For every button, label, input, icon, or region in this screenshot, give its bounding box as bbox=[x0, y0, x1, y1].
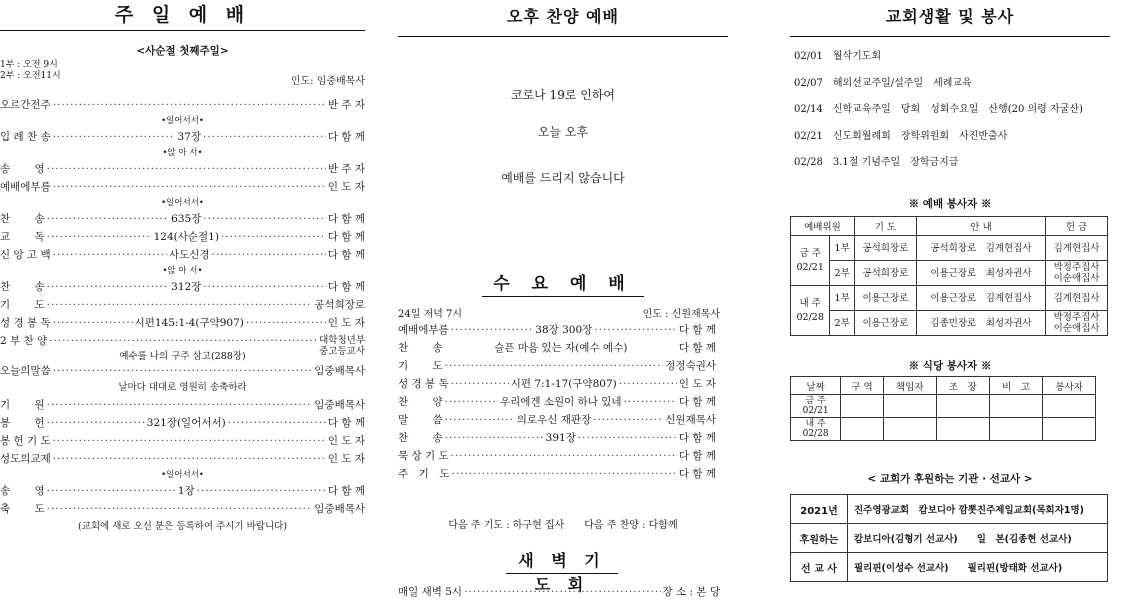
order-item bbox=[398, 357, 716, 375]
dawn-row bbox=[398, 583, 720, 601]
item-performer: 반 주 자 bbox=[327, 99, 365, 111]
item-performer: 임중배목사 bbox=[314, 399, 365, 411]
item-label: 성 경 봉 독 bbox=[0, 317, 51, 329]
sunday-worship-title: 주 일 예 배 bbox=[114, 4, 251, 26]
leader-dots bbox=[445, 411, 515, 429]
item-label: 기 원 bbox=[0, 399, 45, 411]
dawn-header bbox=[506, 549, 618, 594]
event-item: 02/28 3.1절 기념주일 장학금지급 bbox=[794, 157, 959, 168]
order-item bbox=[398, 447, 716, 465]
table-row bbox=[791, 236, 1108, 261]
column-header: 예배위원 bbox=[791, 217, 855, 236]
leader-dots bbox=[624, 393, 677, 411]
leader-dots bbox=[53, 246, 167, 264]
event-item: 02/01 월삭기도회 bbox=[794, 51, 882, 62]
item-detail: 37장 bbox=[177, 131, 201, 143]
item-label: 송 영 bbox=[0, 163, 45, 175]
item-performer: 다 함 께 bbox=[327, 249, 365, 261]
item-detail: 시편145:1-4(구약907) bbox=[134, 317, 244, 329]
order-item bbox=[398, 339, 716, 357]
sermon-theme: 날마다 대대로 영원히 송축하라 bbox=[118, 382, 247, 393]
leader-dots bbox=[47, 278, 170, 296]
column-header: 봉사자 bbox=[1043, 377, 1096, 395]
item-label: 기 도 bbox=[398, 360, 443, 372]
item-label: 신 앙 고 백 bbox=[0, 249, 51, 261]
item-performer: 다 함 께 bbox=[327, 485, 365, 497]
wednesday-order bbox=[398, 321, 716, 483]
item-detail: 312장 bbox=[171, 281, 202, 293]
item-detail: 391장 bbox=[545, 432, 576, 444]
item-label: 찬 송 bbox=[398, 342, 443, 354]
event-item: 02/07 해외선교주일/설주일 세례교육 bbox=[794, 77, 972, 89]
item-label: 예배에부름 bbox=[0, 181, 51, 193]
table-cell: 박정주집사 이순애집사 bbox=[1046, 261, 1108, 286]
item-performer bbox=[319, 332, 365, 357]
mission-label: 2021년 bbox=[791, 495, 848, 524]
table-header-row bbox=[791, 217, 1108, 236]
order-item bbox=[0, 228, 365, 246]
leader-dots bbox=[53, 432, 326, 450]
item-detail: 사도신경 bbox=[168, 249, 210, 261]
leader-dots bbox=[203, 128, 326, 146]
section-note: •일어서서• bbox=[161, 116, 204, 126]
mission-row bbox=[791, 495, 1108, 524]
item-detail: 635장 bbox=[171, 213, 202, 225]
event-item: 02/21 신도회월례회 장학위원회 사진반출사 bbox=[794, 130, 1008, 142]
order-item bbox=[0, 314, 365, 332]
order-item bbox=[0, 396, 365, 414]
item-label: 성 경 봉 독 bbox=[398, 378, 449, 390]
column-header: 비 고 bbox=[989, 377, 1042, 395]
table-cell: 김종민장로 최성자권사 bbox=[916, 311, 1045, 336]
week-cell: 내 주 02/28 bbox=[791, 418, 841, 441]
leader-dots bbox=[246, 314, 326, 332]
leader-dots bbox=[445, 429, 544, 447]
order-item bbox=[0, 96, 365, 114]
item-detail: 시편 7:1-17(구약807) bbox=[510, 378, 617, 390]
mission-label: 후원하는 bbox=[791, 524, 848, 553]
table-cell: 공석희장로 bbox=[854, 261, 916, 286]
leader-dots bbox=[53, 362, 313, 380]
item-performer: 다 함 께 bbox=[678, 468, 716, 480]
notice-line: 오늘 오후 bbox=[537, 125, 589, 139]
item-label: 찬 송 bbox=[398, 432, 443, 444]
item-performer: 인 도 자 bbox=[327, 317, 365, 329]
leader-dots bbox=[47, 396, 313, 414]
item-label: 예배에부름 bbox=[398, 324, 449, 336]
dawn-place: 장 소 : 본 당 bbox=[662, 586, 720, 598]
item-label: 주 기 도 bbox=[398, 468, 450, 480]
order-item bbox=[0, 178, 365, 196]
order-item bbox=[0, 482, 365, 500]
empty-cell bbox=[841, 418, 884, 441]
wednesday-title: 수 요 예 배 bbox=[493, 274, 633, 294]
empty-cell bbox=[883, 395, 936, 418]
leader-dots bbox=[203, 278, 326, 296]
table-header-row bbox=[791, 377, 1096, 395]
item-performer: 다 함 께 bbox=[678, 342, 716, 354]
order-item bbox=[0, 450, 365, 468]
afternoon-title: 오후 찬양 예배 bbox=[507, 7, 619, 26]
sunday-subtitle: <사순절 첫째주일> bbox=[136, 45, 229, 57]
item-label: 교 독 bbox=[0, 231, 45, 243]
mission-row bbox=[791, 553, 1108, 582]
performer-line: 대학청년부 bbox=[319, 335, 365, 346]
order-item bbox=[0, 500, 365, 518]
service-times bbox=[0, 60, 61, 82]
leader-dots bbox=[619, 375, 677, 393]
item-performer: 다 함 께 bbox=[678, 396, 716, 408]
week-cell: 금 주 02/21 bbox=[791, 236, 830, 286]
table-cell: 2부 bbox=[830, 311, 855, 336]
wednesday-leader: 인도 : 신원재목사 bbox=[642, 309, 720, 320]
leader-dots bbox=[53, 128, 176, 146]
column-header: 조 장 bbox=[936, 377, 989, 395]
order-item bbox=[398, 375, 716, 393]
column-header: 기 도 bbox=[854, 217, 916, 236]
leader-dots bbox=[47, 210, 170, 228]
table-cell: 김계현집사 bbox=[1046, 286, 1108, 311]
leader-dots bbox=[47, 482, 176, 500]
item-performer: 공석희장로 bbox=[314, 299, 365, 311]
order-item bbox=[398, 411, 716, 429]
table-cell: 박정주집사 이순애집사 bbox=[1046, 311, 1108, 336]
mission-entry: 캄보디아(김형기 선교사) 일 본(김종현 선교사) bbox=[848, 524, 1108, 553]
leader-dots bbox=[445, 393, 498, 411]
item-performer: 인 도 자 bbox=[678, 378, 716, 390]
church-life-header bbox=[790, 2, 1110, 37]
kitchen-volunteers-table bbox=[790, 376, 1096, 441]
item-performer: 다 함 께 bbox=[678, 450, 716, 462]
column-header: 날짜 bbox=[791, 377, 841, 395]
leader-dots bbox=[47, 160, 326, 178]
wednesday-next: 다음 주 기도 : 하구현 집사 다음 주 찬양 : 다함께 bbox=[448, 520, 678, 531]
item-performer: 반 주 자 bbox=[327, 163, 365, 175]
week-cell: 금 주 02/21 bbox=[791, 395, 841, 418]
empty-cell bbox=[936, 418, 989, 441]
table-cell: 공석희장로 김계현집사 bbox=[916, 236, 1045, 261]
wednesday-header bbox=[482, 272, 644, 297]
item-label: 묵 상 기 도 bbox=[398, 450, 449, 462]
item-performer: 다 함 께 bbox=[327, 281, 365, 293]
missions-title: < 교회가 후원하는 기관 · 선교사 > bbox=[867, 473, 1033, 485]
table-cell: 이용근장로 bbox=[854, 311, 916, 336]
table-cell: 이용근장로 최성자권사 bbox=[916, 261, 1045, 286]
table-row bbox=[791, 311, 1108, 336]
church-life-title: 교회생활 및 봉사 bbox=[885, 7, 1015, 26]
wednesday-meta bbox=[398, 305, 720, 320]
order-item bbox=[0, 160, 365, 178]
order-item bbox=[0, 414, 365, 432]
item-performer: 신원재목사 bbox=[665, 414, 716, 426]
item-label: 말 씀 bbox=[398, 414, 443, 426]
mission-row bbox=[791, 524, 1108, 553]
empty-cell bbox=[1043, 395, 1096, 418]
table-cell: 2부 bbox=[830, 261, 855, 286]
item-label: 봉 헌 기 도 bbox=[0, 435, 51, 447]
item-performer: 다 함 께 bbox=[327, 131, 365, 143]
item-label: 찬 양 bbox=[398, 396, 443, 408]
leader-dots bbox=[47, 500, 313, 518]
dawn-title: 새 벽 기 도 회 bbox=[518, 551, 606, 594]
table-cell: 이용근장로 bbox=[854, 286, 916, 311]
mission-label: 선 교 사 bbox=[791, 553, 848, 582]
leader-dots bbox=[451, 321, 534, 339]
leader-dots bbox=[203, 210, 326, 228]
order-item bbox=[0, 432, 365, 450]
item-performer: 다 함 께 bbox=[678, 432, 716, 444]
order-item bbox=[0, 128, 365, 146]
column-header: 구 역 bbox=[841, 377, 884, 395]
item-label: 오늘의말씀 bbox=[0, 365, 51, 377]
table-cell: 1부 bbox=[830, 286, 855, 311]
afternoon-notice bbox=[398, 86, 728, 186]
table-cell: 김계현집사 bbox=[1046, 236, 1108, 261]
worship-volunteers-table bbox=[790, 216, 1108, 336]
column-header: 헌 금 bbox=[1046, 217, 1108, 236]
leader-dots bbox=[451, 447, 677, 465]
column-header: 책임자 bbox=[883, 377, 936, 395]
item-detail: 의로우신 재판장 bbox=[516, 414, 592, 426]
events-list bbox=[794, 47, 1083, 180]
item-performer: 다 함 께 bbox=[327, 231, 365, 243]
leader-dots bbox=[221, 228, 326, 246]
leader-dots bbox=[228, 414, 326, 432]
leader-dots bbox=[47, 414, 145, 432]
empty-cell bbox=[989, 395, 1042, 418]
leader-dots bbox=[594, 321, 677, 339]
item-performer: 인 도 자 bbox=[327, 181, 365, 193]
item-performer: 임중배목사 bbox=[314, 503, 365, 515]
performer-line: 중고등교사 bbox=[319, 346, 365, 357]
week-cell: 내 주 02/28 bbox=[791, 286, 830, 336]
order-item bbox=[398, 465, 716, 483]
notice-line: 예배를 드리지 않습니다 bbox=[501, 171, 625, 185]
leader-dots bbox=[451, 375, 509, 393]
item-performer: 다 함 께 bbox=[678, 324, 716, 336]
table-row bbox=[791, 395, 1096, 418]
order-item bbox=[0, 278, 365, 296]
leader-dots bbox=[578, 429, 677, 447]
item-performer: 인 도 자 bbox=[327, 453, 365, 465]
section-note: •앉 아 서• bbox=[162, 148, 203, 158]
section-note: •일어서서• bbox=[161, 470, 204, 480]
missions-table bbox=[790, 494, 1108, 582]
item-performer: 다 함 께 bbox=[327, 213, 365, 225]
leader-dots bbox=[197, 482, 326, 500]
afternoon-header bbox=[398, 2, 728, 37]
leader-dots bbox=[53, 314, 133, 332]
mission-entry: 진주영광교회 캄보디아 깜뽓진주제일교회(목회자1명) bbox=[848, 495, 1108, 524]
mission-entry: 필리핀(이성수 선교사) 필리핀(방태화 선교사) bbox=[848, 553, 1108, 582]
wednesday-date: 24일 저녁 7시 bbox=[398, 309, 463, 320]
order-item bbox=[398, 321, 716, 339]
item-detail: 321장(일어서서) bbox=[146, 417, 226, 429]
notice-line: 코로나 19로 인하여 bbox=[510, 88, 616, 102]
item-label: 봉 헌 bbox=[0, 417, 45, 429]
leader-dots bbox=[53, 96, 326, 114]
item-label: 입 례 찬 송 bbox=[0, 131, 51, 143]
sunday-worship-header bbox=[0, 2, 365, 31]
empty-cell bbox=[841, 395, 884, 418]
leader-dots bbox=[451, 465, 676, 483]
item-detail: 1장 bbox=[177, 485, 195, 497]
table-cell: 공석희장로 bbox=[854, 236, 916, 261]
item-label: 2 부 찬 양 bbox=[0, 335, 48, 347]
table-row bbox=[791, 261, 1108, 286]
empty-cell bbox=[883, 418, 936, 441]
leader-dots bbox=[445, 357, 664, 375]
item-label: 찬 송 bbox=[0, 213, 45, 225]
leader-dots bbox=[464, 583, 660, 601]
item-detail: 슬픈 마음 있는 자(예수 예수) bbox=[494, 342, 628, 354]
empty-cell bbox=[989, 418, 1042, 441]
event-item: 02/14 신학교육주일 당회 성회수요일 산행(20 의령 자굴산) bbox=[794, 104, 1083, 115]
item-detail: 38장 300장 bbox=[535, 324, 593, 336]
item-label: 축 도 bbox=[0, 503, 45, 515]
item-performer: 인 도 자 bbox=[327, 435, 365, 447]
leader-dots bbox=[47, 228, 152, 246]
item-label: 오르간전주 bbox=[0, 99, 51, 111]
item-performer: 정정숙권사 bbox=[665, 360, 716, 372]
kitchen-title: ※ 식당 봉사자 ※ bbox=[908, 360, 992, 372]
sunday-footer: (교회에 새로 오신 분은 등록하여 주시기 바랍니다) bbox=[77, 521, 288, 532]
item-detail: 124(사순절1) bbox=[153, 231, 219, 243]
item-performer: 다 함 께 bbox=[327, 417, 365, 429]
order-item bbox=[0, 362, 365, 380]
order-item bbox=[0, 296, 365, 314]
section-note: •앉 아 서• bbox=[162, 266, 203, 276]
service-time: 2부 : 오전11시 bbox=[0, 71, 61, 81]
leader-dots bbox=[593, 411, 663, 429]
table-cell: 1부 bbox=[830, 236, 855, 261]
order-item bbox=[398, 429, 716, 447]
leader-dots bbox=[212, 246, 326, 264]
service-time: 1부 : 오전 9시 bbox=[0, 60, 58, 70]
column-header: 안 내 bbox=[916, 217, 1045, 236]
volunteers-title: ※ 예배 봉사자 ※ bbox=[908, 198, 992, 210]
item-label: 성도의교제 bbox=[0, 453, 51, 465]
empty-cell bbox=[1043, 418, 1096, 441]
item-detail: 우리에겐 소원이 하나 있네 bbox=[499, 396, 622, 408]
dawn-time: 매일 새벽 5시 bbox=[398, 586, 463, 598]
leader-dots bbox=[53, 178, 326, 196]
order-item bbox=[0, 246, 365, 264]
item-label: 찬 송 bbox=[0, 281, 45, 293]
table-row bbox=[791, 286, 1108, 311]
order-item bbox=[398, 393, 716, 411]
order-of-service: 오르간전주 ····· 반 주 자 •일어서서• 입 례 찬 송 ····· 37장 ····· 다 함 께 •앉 아 서• 송 영 ····· 반 주 자 예배에부름 ····· 인 도 자 •일어서서• 찬 송 ····· 635장 ····· 다 함 께 교 독 ····· 124(사순절1) ····· 다 함 께 신 앙 고 백 ····· 사도신경 ····· 다 함 께 •앉 아 서• 찬 송 ····· 312장 ····· 다 함 께 기 도 ····· 공석희장로 성 경 봉 독 ····· 시편145:1-4(구약907) ····· 인 도 자 2 부 찬 양 ····· 대학청년부 중고등교사 예수를 나의 구주 삼고(288장) 오늘의말씀 ····· 임중배목사 날마다 대대로 영원히 송축하라 기 원 ····· 임중배목사 봉 헌 ····· 321장(일어서서) ····· 다 함 께 봉 헌 기 도 ····· 인 도 자 성도의교제 ····· 인 도 자 •일어서서• 송 영 ····· 1장 ····· 다 함 께 축 도 ····· 임중배목사 (교회에 새로 오신 분은 등록하여 주시기 바랍니다) bbox=[0, 96, 365, 536]
table-cell: 이용근장로 김계현집사 bbox=[916, 286, 1045, 311]
order-item bbox=[0, 210, 365, 228]
table-row bbox=[791, 418, 1096, 441]
item-label: 송 영 bbox=[0, 485, 45, 497]
sunday-leader: 인도: 임중배목사 bbox=[290, 76, 365, 87]
empty-cell bbox=[936, 395, 989, 418]
leader-dots bbox=[53, 450, 326, 468]
section-note: •일어서서• bbox=[161, 198, 204, 208]
item-label: 기 도 bbox=[0, 299, 45, 311]
item-performer: 임중배목사 bbox=[314, 365, 365, 377]
leader-dots bbox=[47, 296, 313, 314]
